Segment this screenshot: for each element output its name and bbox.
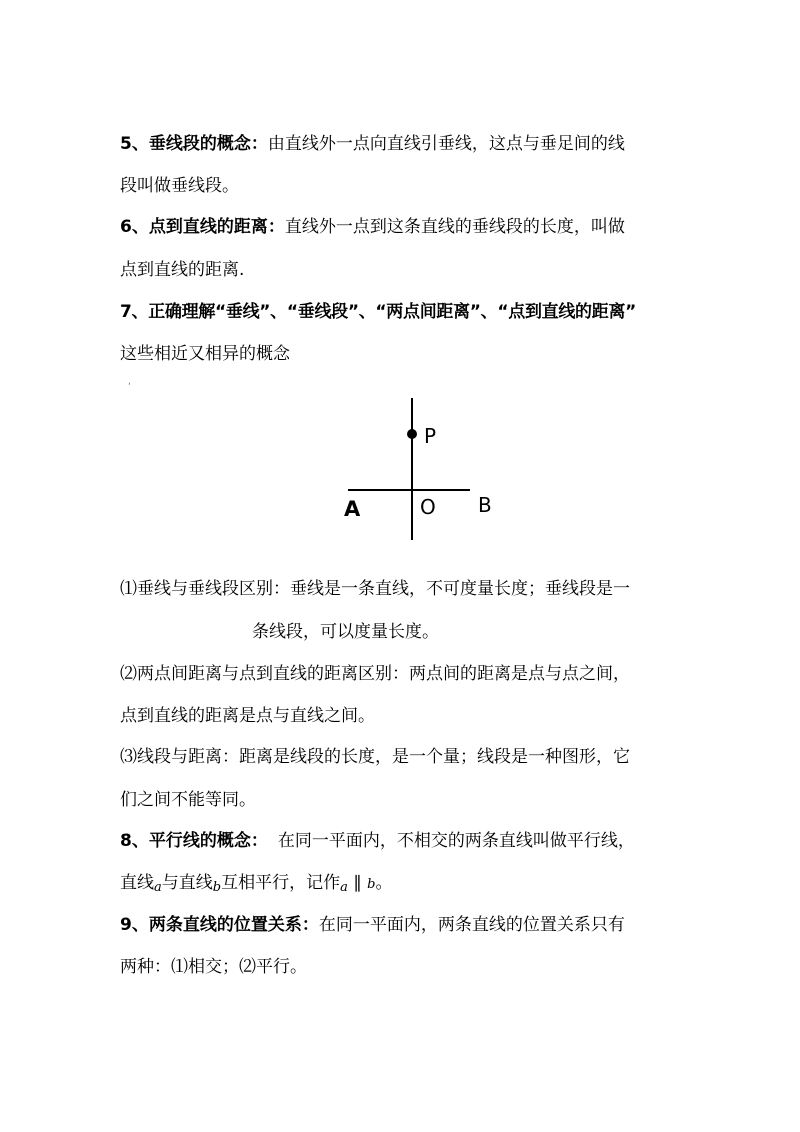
item8-line2 — [120, 871, 700, 900]
item7-line2: 这些相近又相异的概念 — [120, 344, 290, 364]
item9-text1: 在同一平面内，两条直线的位置关系只有 — [318, 915, 625, 935]
item7-heading: 7、正确理解“垂线”、“垂线段”、“两点间距离”、“点到直线的距离” — [120, 302, 637, 322]
label-a: A — [344, 497, 361, 521]
point3-line1: ⑶线段与距离：距离是线段的长度，是一个量；线段是一种图形，它 — [120, 747, 630, 767]
point1-line1: ⑴垂线与垂线段区别：垂线是一条直线，不可度量长度；垂线段是一 — [120, 579, 630, 599]
label-o: O — [420, 495, 436, 519]
point3-line2: 们之间不能等同。 — [120, 790, 256, 810]
item8-line1 — [120, 829, 700, 853]
item9-line2: 两种：⑴相交；⑵平行。 — [120, 957, 307, 977]
notation-a: a — [340, 880, 348, 895]
notation-b: b — [367, 877, 376, 892]
var-b: b — [212, 880, 222, 895]
item6-label: 6、点到直线的距离： — [120, 217, 285, 237]
item5-text1: 由直线外一点向直线引垂线，这点与垂足间的线 — [267, 134, 625, 154]
point2-line1: ⑵两点间距离与点到直线的距离区别：两点间的距离是点与点之间， — [120, 664, 630, 684]
item8-end: 。 — [375, 873, 393, 893]
stray-mark: ‘ — [128, 382, 131, 392]
point1-line2: 条线段，可以度量长度。 — [252, 622, 439, 642]
item8-text2c: 互相平行，记作 — [221, 873, 341, 893]
item6-line1 — [120, 215, 700, 239]
item5-line2: 段叫做垂线段。 — [120, 176, 239, 196]
item8-text2a: 直线 — [120, 873, 154, 893]
item9-line1 — [120, 913, 700, 937]
item8-label: 8、平行线的概念： — [120, 831, 268, 851]
point2-line2: 点到直线的距离是点与直线之间。 — [120, 706, 375, 726]
item9-label: 9、两条直线的位置关系： — [120, 915, 319, 935]
item6-text1: 直线外一点到这条直线的垂线段的长度，叫做 — [284, 217, 625, 237]
label-b: B — [478, 493, 492, 517]
item8-text1: 在同一平面内，不相交的两条直线叫做平行线， — [277, 831, 635, 851]
var-a: a — [154, 880, 162, 895]
parallel-symbol: ∥ — [347, 873, 368, 893]
item8-text2b: 与直线 — [161, 873, 213, 893]
item5-label: 5、垂线段的概念： — [120, 134, 268, 154]
item6-line2: 点到直线的距离. — [120, 260, 245, 280]
point-p-dot — [407, 429, 417, 439]
label-p: P — [424, 424, 437, 448]
item5-line1 — [120, 132, 700, 156]
perpendicular-figure — [330, 390, 510, 550]
